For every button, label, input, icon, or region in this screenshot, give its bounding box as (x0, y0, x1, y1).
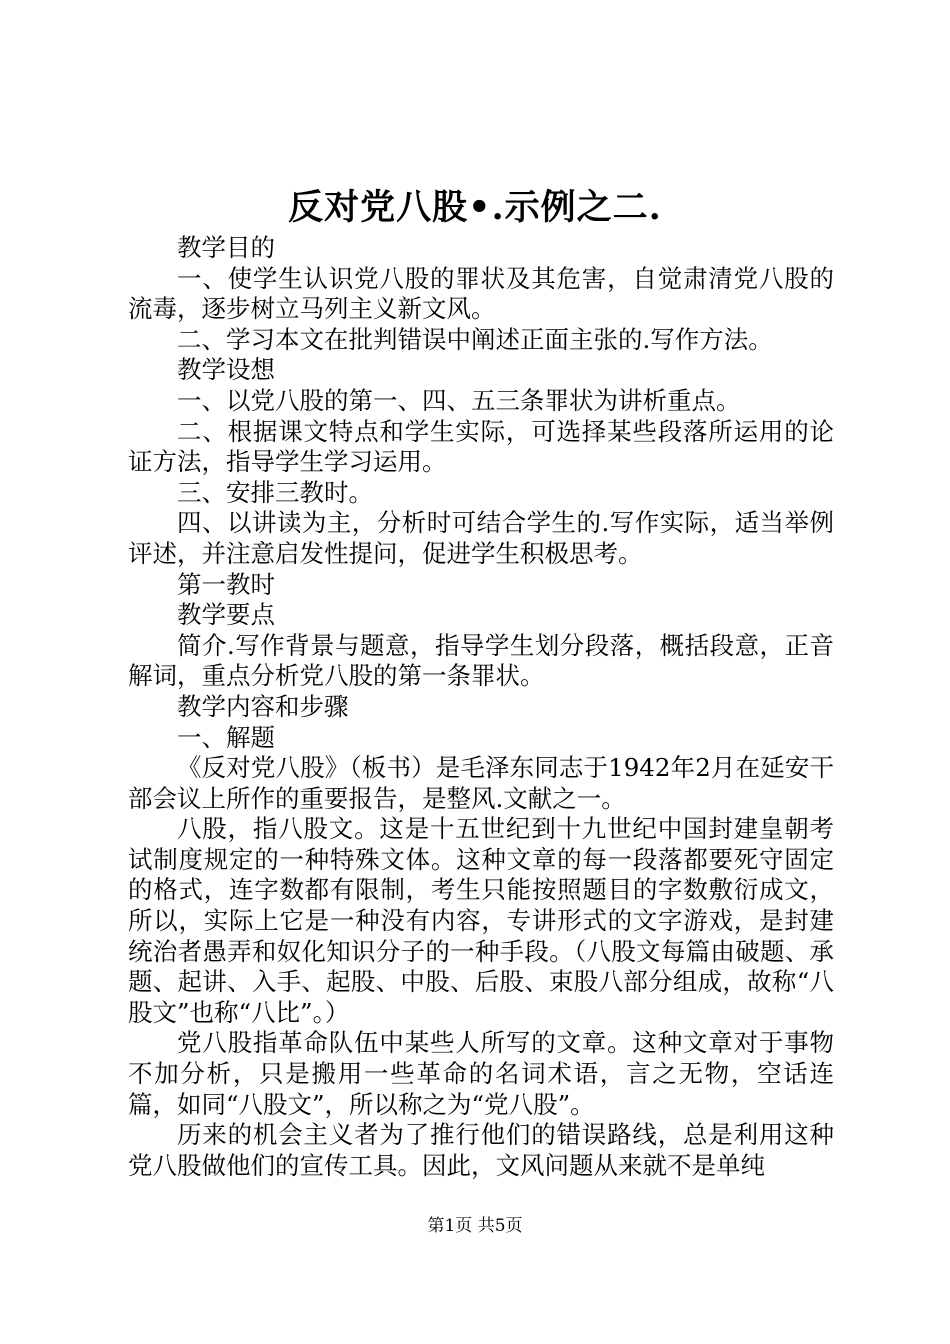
section-heading-teaching-goals: 教学目的 (177, 233, 275, 262)
paragraph: 四、以讲读为主，分析时可结合学生的.写作实际，适当举例评述，并注意启发性提问，促进学生积极思考。 (128, 508, 834, 568)
paragraph: 八股，指八股文。这是十五世纪到十九世纪中国封建皇朝考试制度规定的一种特殊文体。这种文章的每一段落都要死守固定的格式，连字数都有限制，考生只能按照题目的字数敷衍成文，所以，实际上它是一种没有内容，专讲形式的文字游戏，是封建统治者愚弄和奴化知识分子的一种手段。（八股文每篇由破题、承题、起讲、入手、起股、中股、后股、束股八部分组成，故称“八股文”也称“八比”。） (128, 814, 834, 1027)
section-heading-content-steps: 教学内容和步骤 (177, 691, 349, 721)
paragraph: 二、学习本文在批判错误中阐述正面主张的.写作方法。 (177, 324, 773, 354)
paragraph: 一、使学生认识党八股的罪状及其危害，自觉肃清党八股的流毒，逐步树立马列主义新文风。 (128, 263, 834, 324)
paragraph: 三、安排三教时。 (177, 477, 373, 507)
section-heading-teaching-plan: 教学设想 (177, 355, 275, 385)
paragraph: 历来的机会主义者为了推行他们的错误路线，总是利用这种党八股做他们的宣传工具。因此，文风问题从来就不是单纯 (128, 1120, 834, 1180)
document-title: 反对党八股•.示例之二. (288, 187, 662, 228)
paragraph: 一、以党八股的第一、四、五三条罪状为讲析重点。 (177, 385, 741, 415)
section-heading-explain-title: 一、解题 (177, 722, 275, 752)
page-number-footer: 第1页 共5页 (427, 1216, 523, 1236)
paragraph: 简介.写作背景与题意，指导学生划分段落，概括段意，正音解词，重点分析党八股的第一条罪状。 (128, 630, 834, 691)
document-body (128, 233, 834, 1181)
section-heading-first-period: 第一教时 (177, 569, 275, 599)
paragraph: 二、根据课文特点和学生实际，可选择某些段落所运用的论证方法，指导学生学习运用。 (128, 416, 834, 477)
section-heading-key-points: 教学要点 (177, 600, 275, 630)
paragraph: 《反对党八股》（板书）是毛泽东同志于1942年2月在延安干部会议上所作的重要报告，是整风.文献之一。 (128, 753, 834, 813)
paragraph: 党八股指革命队伍中某些人所写的文章。这种文章对于事物不加分析，只是搬用一些革命的名词术语，言之无物，空话连篇，如同“八股文”，所以称之为“党八股”。 (128, 1028, 834, 1119)
